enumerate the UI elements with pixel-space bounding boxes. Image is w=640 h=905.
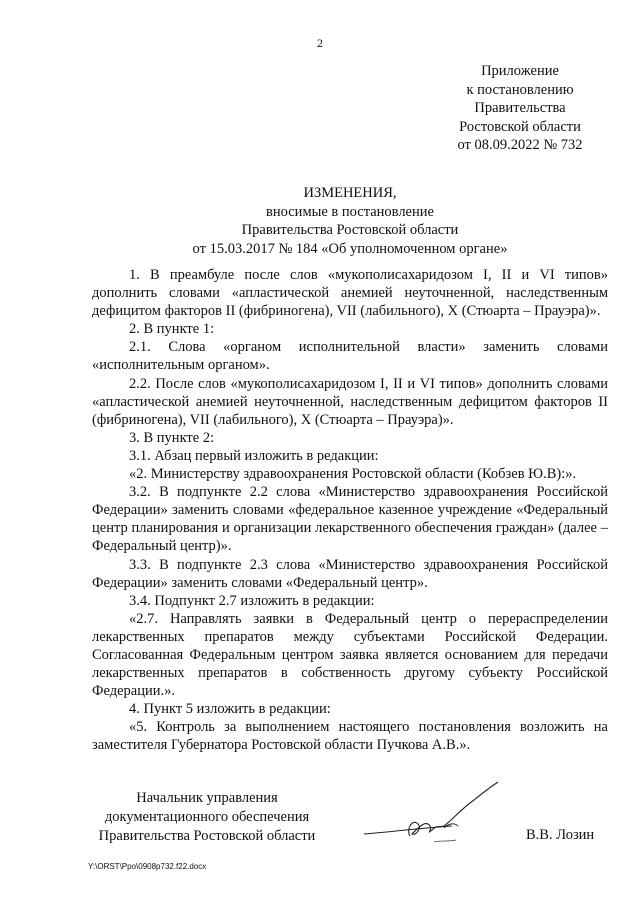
appendix-line: к постановлению xyxy=(466,81,574,98)
heading-line: Правительства Ростовской области xyxy=(241,222,459,238)
paragraph: 2.1. Слова «органом исполнительной власти» заменить словами «исполнительным органом». xyxy=(92,339,608,374)
appendix-line: Приложение xyxy=(481,63,559,79)
paragraph: 3.4. Подпункт 2.7 изложить в редакции: xyxy=(129,592,375,609)
signer-title xyxy=(82,789,332,846)
heading-line: от 15.03.2017 № 184 «Об уполномоченном органе» xyxy=(192,240,508,257)
paragraph: «2.7. Направлять заявки в Федеральный центр о перераспределении лекарственных препаратов между субъектами Российской Федерации. Согласованная Федеральным центром заявка является основанием для передачи лекарственных препаратов в собственность другому субъекту Российской Федерации.». xyxy=(92,610,608,700)
paragraph: 3. В пункте 2: xyxy=(129,429,215,446)
signer-title-line: Начальник управления xyxy=(136,790,278,806)
paragraph: «2. Министерству здравоохранения Ростовской области (Кобзев Ю.В):». xyxy=(129,466,577,483)
handwritten-signature xyxy=(360,776,510,856)
paragraph: 3.2. В подпункте 2.2 слова «Министерство здравоохранения Российской Федерации» заменить словами «федеральное казенное учреждение «Федеральный центр планирования и организации лекарственного обеспечения граждан» (далее – Федеральный центр)». xyxy=(92,484,608,555)
paragraph: «5. Контроль за выполнением настоящего постановления возложить на заместителя Губернатора Ростовской области Пучкова А.В.». xyxy=(92,719,608,754)
signer-title-line: Правительства Ростовской области xyxy=(98,828,316,844)
signer-name: В.В. Лозин xyxy=(526,827,595,843)
paragraph: 2.2. После слов «мукополисахаридозом I, II и VI типов» дополнить словами «апластической анемией неуточненной, наследственным дефицитом факторов II (фибриногена), VII (лабильного), X (Стюарта – Прауэра)». xyxy=(92,375,608,428)
appendix-line: Правительства xyxy=(474,100,566,116)
document-heading xyxy=(120,184,580,258)
document-body xyxy=(92,266,608,755)
paragraph: 4. Пункт 5 изложить в редакции: xyxy=(129,701,331,718)
appendix-line: от 08.09.2022 № 732 xyxy=(457,137,583,153)
signer-title-line: документационного обеспечения xyxy=(104,809,310,825)
appendix-line: Ростовской области xyxy=(459,118,581,135)
paragraph: 2. В пункте 1: xyxy=(129,321,215,338)
heading-line: вносимые в постановление xyxy=(266,203,434,220)
appendix-block xyxy=(440,62,600,155)
heading-title: ИЗМЕНЕНИЯ, xyxy=(303,185,397,201)
paragraph: 1. В преамбуле после слов «мукополисахаридозом I, II и VI типов» дополнить словами «апластической анемией неуточненной, наследственным дефицитом факторов II (фибриногена), VII (лабильного), X (Стюарта – Прауэра)». xyxy=(92,267,608,320)
paragraph: 3.3. В подпункте 2.3 слова «Министерство здравоохранения Российской Федерации» заменить словами «Федеральный центр». xyxy=(92,556,608,591)
page-number: 2 xyxy=(317,36,323,50)
file-path: Y:\ORST\Ppo\0908p732.f22.docx xyxy=(88,862,207,871)
paragraph: 3.1. Абзац первый изложить в редакции: xyxy=(129,447,379,464)
